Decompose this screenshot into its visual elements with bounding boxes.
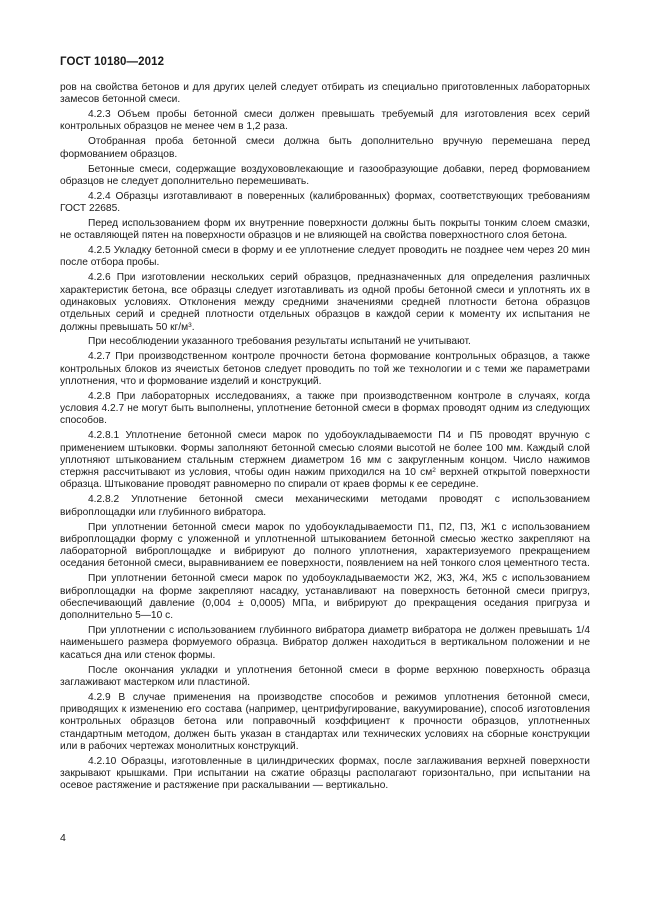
paragraph-4-2-8: 4.2.8 При лабораторных исследованиях, а также при производственном контроле в случаях, когда условия 4.2.7 не могут быть выполнены, уплотнение бетонной смеси в формах проводят одним из следующих способов. <box>60 390 590 427</box>
standard-header: ГОСТ 10180—2012 <box>60 56 165 68</box>
superscript: 3 <box>188 321 192 329</box>
paragraph-4-2-8-1: 4.2.8.1 Уплотнение бетонной смеси марок по удобоукладываемости П4 и П5 проводят вручную с применением штыковки. Формы заполняют бетонной смесью слоями высотой не более 100 мм. Каждый слой уплотняют штыкованием стальным стержнем диаметром 16 мм с закругленным концом. Число нажимов стержня рассчитывают из условия, чтобы один нажим приходился на 10 $см^2$ верхней открытой поверхности образца. Штыкование проводят равномерно по спирали от краев формы к ее середине. <box>60 430 590 491</box>
paragraph: При несоблюдении указанного требования результаты испытаний не учитывают. <box>88 336 471 348</box>
superscript: 2 <box>432 467 436 475</box>
paragraph: Перед использованием форм их внутренние поверхности должны быть покрыты тонким слоем смазки, не оставляющей пятен на поверхности образцов и не влияющей на свойства поверхностного слоя бетона. <box>60 217 590 242</box>
paragraph-4-2-10: 4.2.10 Образцы, изготовленные в цилиндрических формах, после заглаживания верхней поверхности закрывают крышками. При испытании на сжатие образцы располагают горизонтально, при испытании на осевое растяжение и растяжение при раскалывании — вертикально. <box>60 755 590 792</box>
page-number: 4 <box>60 832 66 844</box>
paragraph: При уплотнении с использованием глубинного вибратора диаметр вибратора не должен превышать 1/4 наименьшего размера формуемого образца. Вибратор должен находиться в вертикальном положении и не касаться дна или стенок формы. <box>60 625 590 661</box>
paragraph: Бетонные смеси, содержащие воздухововлекающие и газообразующие добавки, перед формованием образцов не следует дополнительно перемешивать. <box>60 163 590 187</box>
paragraph-4-2-3: 4.2.3 Объем пробы бетонной смеси должен превышать требуемый для изготовления всех серий контрольных образцов не менее чем в 1,2 раза. <box>60 109 590 133</box>
paragraph-4-2-6: 4.2.6 При изготовлении нескольких серий образцов, предназначенных для определения различных характеристик бетона, все образцы следует изготавливать из одной пробы бетонной смеси и уплотнять их в одинаковых условиях. Отклонения между средними значениями средней плотности бетона образцов отдельных серий и средней плотности отдельных образцов в каждой серии к моменту их испытания не должны превышать 50 $кг/м^3$. <box>60 272 590 333</box>
paragraph-4-2-8-2: 4.2.8.2 Уплотнение бетонной смеси механическими методами проводят с использованием виброплощадки или глубинного вибратора. <box>60 494 590 518</box>
paragraph-4-2-5: 4.2.5 Укладку бетонной смеси в форму и ее уплотнение следует проводить не позднее чем через 20 мин после отбора пробы. <box>60 245 590 269</box>
paragraph: При уплотнении бетонной смеси марок по удобоукладываемости П1, П2, П3, Ж1 с использованием виброплощадки форму с уложенной и уплотненной штыкованием бетонной смесью жестко закрепляют на лабораторной виброплощадке и вибрируют до полного уплотнения, характеризуемого прекращением оседания бетонной смеси, выравниванием ее поверхности, появлением на ней тонкого слоя цементного теста. <box>60 521 590 570</box>
paragraph-4-2-9: 4.2.9 В случае применения на производстве способов и режимов уплотнения бетонной смеси, приводящих к изменению его состава (например, центрифугирование, вакуумирование), способ изготовления контрольных образцов бетона или поправочный коэффициент к прочности образцов, уплотненных стандартным методом, должен быть указан в стандартах или технических условиях на сборные конструкции или в рабочих чертежах монолитных конструкций. <box>60 691 590 752</box>
paragraph-4-2-7: 4.2.7 При производственном контроле прочности бетона формование контрольных образцов, а также контрольных блоков из ячеистых бетонов следует проводить по той же технологии и с теми же параметрами уплотнения, что и формование изделий и конструкций. <box>60 351 590 387</box>
paragraph: Отобранная проба бетонной смеси должна быть дополнительно вручную перемешана перед формованием образцов. <box>60 136 590 160</box>
paragraph: После окончания укладки и уплотнения бетонной смеси в форме верхнюю поверхность образца заглаживают мастерком или пластиной. <box>60 664 590 688</box>
paragraph: При уплотнении бетонной смеси марок по удобоукладываемости Ж2, Ж3, Ж4, Ж5 с использованием виброплощадки на форме закрепляют насадку, устанавливают на поверхность бетонной смеси пригруз, обеспечивающий давление (0,004 ± 0,0005) МПа, и вибрируют до прекращения оседания пригруза и дополнительно 5—10 с. <box>60 573 590 622</box>
paragraph-continuation: ров на свойства бетонов и для других целей следует отбирать из специально приготовленных лабораторных замесов бетонной смеси. <box>60 82 590 106</box>
document-body <box>60 82 590 795</box>
paragraph-4-2-4: 4.2.4 Образцы изготавливают в поверенных (калиброванных) формах, соответствующих требованиям ГОСТ 22685. <box>60 190 590 215</box>
